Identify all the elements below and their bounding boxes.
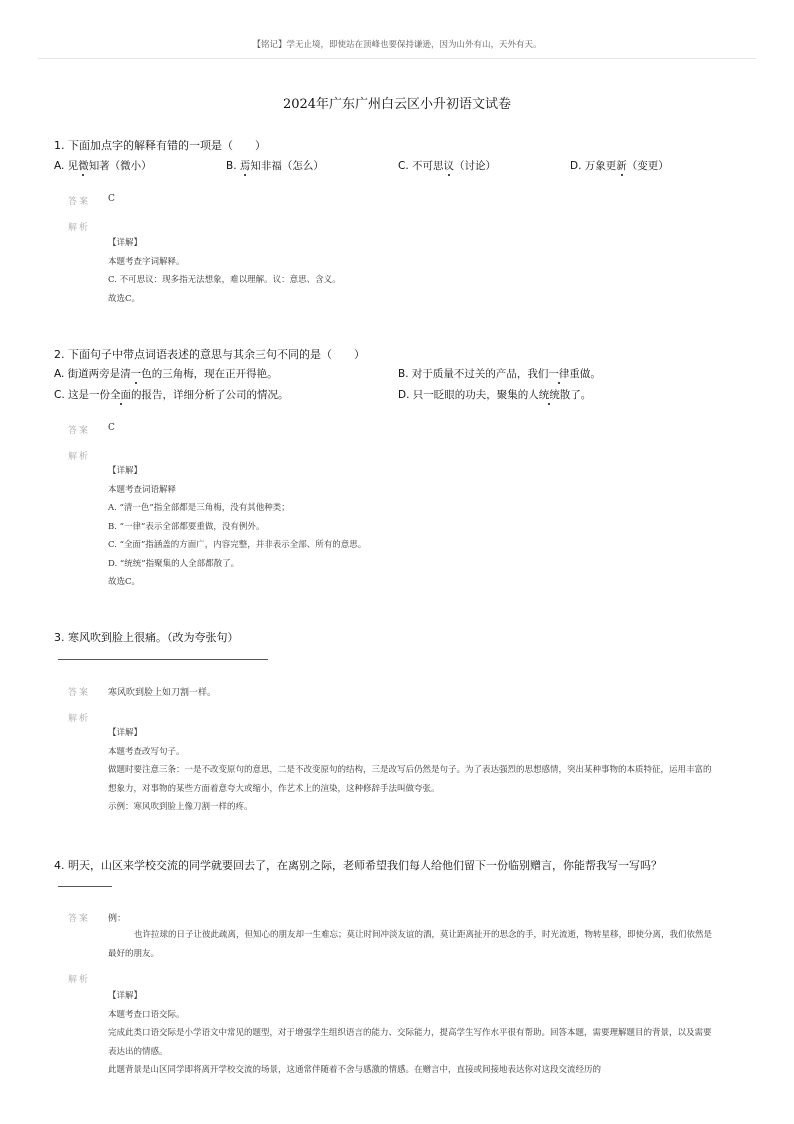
question-2-explanation: 【详解】 本题考查词语解释 A. “清一色”指全部都是三角梅，没有其他种类； B. “一律”表示全部都要重做，没有例外。 C. “全面”指涵盖的方面广，内容完整，并非表示全部、所有的意思。 D. “统统”指聚集的人全部都散了。 故选C。 xyxy=(108,466,367,587)
page-header-motto: 【铭记】学无止境，即使站在顶峰也要保持谦逊，因为山外有山，天外有天。 xyxy=(252,40,542,50)
question-2-answer-label: 答案 xyxy=(68,426,91,436)
header-divider xyxy=(38,58,756,59)
question-1-option-c: C. 不可思议（讨论） xyxy=(398,160,497,172)
question-4-answer: 也许拉球的日子让彼此疏离，但知心的朋友却一生难忘；莫让时间冲淡友谊的酒，莫让距离扯开的思念的手，时光流逝，物转星移，即使分离，我们依然是最好的朋友。 xyxy=(108,930,713,959)
question-3-answer-label: 答案 xyxy=(68,688,91,698)
question-3-answer-blank[interactable] xyxy=(58,659,268,660)
question-2-answer: C xyxy=(108,423,115,433)
question-1-explanation: 【详解】 本题考查字词解释。 C. 不可思议：现多指无法想象，难以理解。议：意思、含义。 故选C。 xyxy=(108,238,341,304)
question-1-stem: 1. 下面加点字的解释有错的一项是（ ） xyxy=(54,139,266,152)
question-3-analysis-label: 解析 xyxy=(68,714,91,724)
question-2-option-a: A. 街道两旁是清一色的三角梅，现在正开得艳。 xyxy=(54,368,278,380)
question-1-option-b: B. 焉知非福（怎么） xyxy=(226,160,324,172)
question-2-analysis-label: 解析 xyxy=(68,452,91,462)
question-4-answer-lead: 例： xyxy=(108,914,127,924)
question-2-option-b: B. 对于质量不过关的产品，我们一律重做。 xyxy=(398,368,601,380)
question-3-explanation: 【详解】 本题考查改写句子。 做题时要注意三条：一是不改变原句的意思，二是不改变原句的结构，三是改写后仍然是句子。为了表达强烈的思想感情，突出某种事物的本质特征，运用丰富的想象力，对事物的某些方面着意夸大或缩小，作艺术上的渲染，这种修辞手法叫做夸张。 示例：寒风吹到脸上像刀割一样的疼。 xyxy=(108,728,712,812)
question-2-option-d: D. 只一眨眼的功夫，聚集的人统统散了。 xyxy=(398,389,592,401)
question-3-stem: 3. 寒风吹到脸上很痛。（改为夸张句） xyxy=(54,631,239,644)
question-4-answer-blank[interactable] xyxy=(58,886,112,887)
page-title: 2024年广东广州白云区小升初语文试卷 xyxy=(282,97,512,112)
question-1-option-d: D. 万象更新（变更） xyxy=(570,160,669,172)
question-1-answer: C xyxy=(108,194,115,204)
question-4-explanation: 【详解】 本题考查口语交际。 完成此类口语交际是小学语文中常见的题型，对于增强学生组织语言的能力、交际能力，提高学生写作水平很有帮助。回答本题，需要理解题目的背景，以及需要表达出的情感。 此题背景是山区同学即将离开学校交流的场景，这通常伴随着不舍与感激的情感。在赠言中，直接或间接地表达你对这段交流经历的 xyxy=(108,991,712,1075)
question-1-option-a: A. 见微知著（微小） xyxy=(54,160,152,172)
question-4-analysis-label: 解析 xyxy=(68,975,91,985)
question-2-stem: 2. 下面句子中带点词语表述的意思与其余三句不同的是（ ） xyxy=(54,348,365,361)
question-1-answer-label: 答案 xyxy=(68,197,91,207)
question-4-answer-label: 答案 xyxy=(68,914,91,924)
question-3-answer: 寒风吹到脸上如刀割一样。 xyxy=(108,688,217,698)
question-4-stem: 4. 明天，山区来学校交流的同学就要回去了，在离别之际，老师希望我们每人给他们留下一份临别赠言，你能帮我写一写吗？ xyxy=(54,859,662,872)
question-1-analysis-label: 解析 xyxy=(68,223,91,233)
question-2-option-c: C. 这是一份全面的报告，详细分析了公司的情况。 xyxy=(54,389,289,401)
